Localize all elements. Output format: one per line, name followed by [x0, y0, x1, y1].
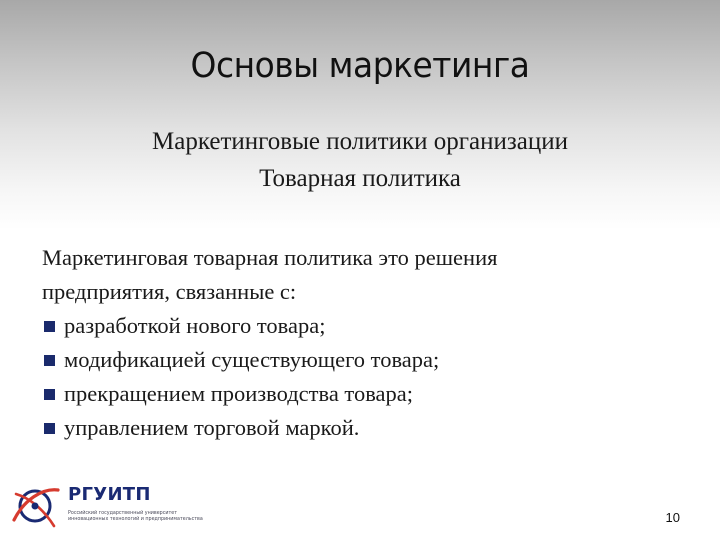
logo-caption: Российский государственный университет инновационных технологий и предпринимательства [68, 511, 203, 522]
slide-subtitle-secondary: Товарная политика [259, 165, 461, 192]
rguitp-logo-icon [10, 480, 62, 532]
intro-text-line-1: Маркетинговая товарная политика это решения [42, 245, 498, 270]
list-item [42, 309, 682, 343]
intro-text-line-2: предприятия, связанные с: [42, 279, 297, 304]
slide-subtitle-primary: Маркетинговые политики организации [152, 128, 568, 155]
page-number: 10 [665, 510, 680, 525]
bullet-text: прекращением производства товара; [64, 381, 414, 406]
square-bullet-icon [44, 389, 55, 400]
logo-name: РГУИТП [68, 484, 151, 505]
slide-body [42, 241, 682, 445]
square-bullet-icon [44, 423, 55, 434]
university-logo [10, 478, 210, 536]
bullet-text: разработкой нового товара; [64, 313, 326, 338]
list-item [42, 343, 682, 377]
list-item [42, 377, 682, 411]
bullet-text: управлением торговой маркой. [64, 415, 360, 440]
square-bullet-icon [44, 355, 55, 366]
square-bullet-icon [44, 321, 55, 332]
slide-title: Основы маркетинга [190, 46, 530, 86]
bullet-text: модификацией существующего товара; [64, 347, 440, 372]
bullet-list [42, 309, 682, 445]
list-item [42, 411, 682, 445]
